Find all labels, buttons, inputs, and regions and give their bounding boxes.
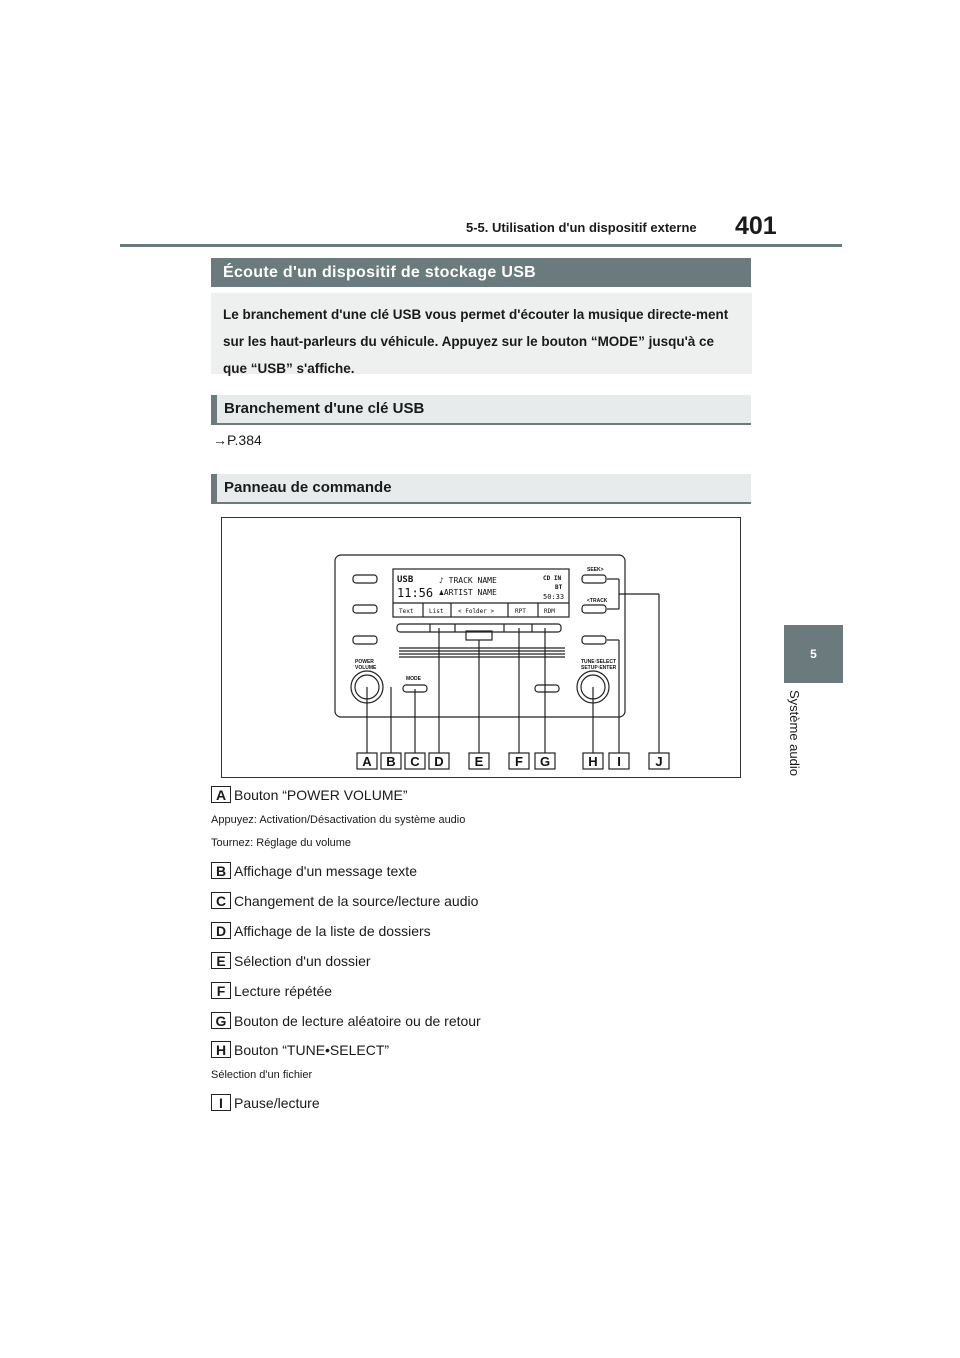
legend-letter: C — [211, 892, 231, 909]
legend-item-b — [211, 862, 417, 879]
softkey-list: List — [429, 608, 444, 615]
softkey-rdm: RDM — [544, 608, 555, 615]
artist-name: ♟ARTIST NAME — [439, 588, 497, 597]
control-panel-illustration — [221, 517, 741, 778]
callout-a: A — [362, 754, 372, 769]
heading-accent — [211, 474, 217, 502]
legend-text: Bouton de lecture aléatoire ou de retour — [234, 1012, 481, 1029]
legend-letter: I — [211, 1094, 231, 1111]
section-heading-usb — [211, 395, 751, 425]
section-heading-text: Panneau de commande — [224, 479, 392, 496]
legend-item-g — [211, 1012, 481, 1029]
chapter-tab[interactable] — [784, 625, 843, 683]
callout-b: B — [386, 754, 396, 769]
legend-item-d — [211, 922, 431, 939]
legend-text: Sélection d'un dossier — [234, 952, 371, 969]
chapter-number: 5 — [810, 647, 817, 661]
mode-label: MODE — [406, 676, 421, 682]
callout-i: I — [617, 754, 621, 769]
hangup-button — [353, 605, 377, 613]
legend-text: Lecture répétée — [234, 982, 333, 999]
legend-letter: B — [211, 862, 231, 879]
legend-letter: D — [211, 922, 231, 939]
legend-text: Affichage de la liste de dossiers — [234, 922, 431, 939]
play-pause-button — [582, 636, 606, 644]
legend-text: Pause/lecture — [234, 1094, 320, 1111]
track-label: <TRACK — [587, 598, 608, 604]
callout-d: D — [434, 754, 444, 769]
legend-letter: H — [211, 1041, 231, 1058]
legend-letter: A — [211, 786, 231, 803]
chapter-title-text: Système audio — [787, 690, 802, 776]
eject-button — [353, 636, 377, 644]
header-rule — [120, 244, 842, 247]
legend-text: Affichage d'un message texte — [234, 862, 417, 879]
seek-button — [582, 575, 606, 583]
heading-accent — [211, 395, 217, 423]
legend-note-press: Appuyez: Activation/Désactivation du système audio — [211, 814, 466, 826]
elapsed-time: 50:33 — [543, 593, 565, 601]
callout-e: E — [474, 754, 484, 769]
legend-item-i — [211, 1094, 320, 1111]
callout-g: G — [539, 754, 551, 769]
section-heading-text: Branchement d'une clé USB — [224, 400, 425, 417]
track-button — [582, 605, 606, 613]
power-volume-label: POWER VOLUME — [355, 659, 377, 671]
legend-note-h: Sélection d'un fichier — [211, 1069, 313, 1081]
softkey-folder: < Folder > — [458, 608, 495, 615]
section-heading-panel — [211, 474, 751, 504]
intro-text: Le branchement d'une clé USB vous permet d'écouter la musique directe-ment sur les haut-parleurs du véhicule. Appuyez sur le bouton “MODE” jusqu'à ce que “USB” s'affiche. — [211, 293, 752, 374]
callout-h: H — [588, 754, 598, 769]
legend-note-turn: Tournez: Réglage du volume — [211, 837, 352, 849]
page-number: 401 — [735, 212, 777, 240]
legend-letter: G — [211, 1012, 231, 1029]
display-source: USB — [397, 575, 414, 585]
phone-button — [353, 575, 377, 583]
main-heading: Écoute d'un dispositif de stockage USB — [211, 258, 751, 287]
legend-text: Changement de la source/lecture audio — [234, 892, 479, 909]
softkey-rpt: RPT — [515, 608, 526, 615]
legend-item-e — [211, 952, 371, 969]
legend-item-a — [211, 786, 408, 803]
callout-f: F — [515, 754, 523, 769]
page-reference-link[interactable]: →P.384 — [213, 432, 262, 448]
cd-in-indicator: CD IN — [543, 575, 562, 582]
legend-text: Bouton “TUNE•SELECT” — [234, 1041, 390, 1058]
chapter-title — [784, 690, 806, 790]
legend-letter: E — [211, 952, 231, 969]
bt-indicator: BT — [555, 584, 563, 591]
tune-select-label: TUNE·SELECT SETUP·ENTER — [581, 659, 617, 671]
section-title: 5-5. Utilisation d'un dispositif externe — [466, 220, 697, 235]
callout-j: J — [655, 754, 663, 769]
legend-letter: F — [211, 982, 231, 999]
legend-item-c — [211, 892, 478, 909]
display-clock: 11:56 — [397, 586, 434, 600]
callout-c: C — [410, 754, 420, 769]
legend-text: Bouton “POWER VOLUME” — [234, 786, 408, 803]
track-name: ♪ TRACK NAME — [439, 576, 497, 585]
media-button — [535, 685, 559, 692]
softkey-text: Text — [399, 608, 414, 615]
legend-item-f — [211, 982, 332, 999]
legend-item-h — [211, 1041, 389, 1058]
seek-label: SEEK> — [587, 567, 604, 573]
